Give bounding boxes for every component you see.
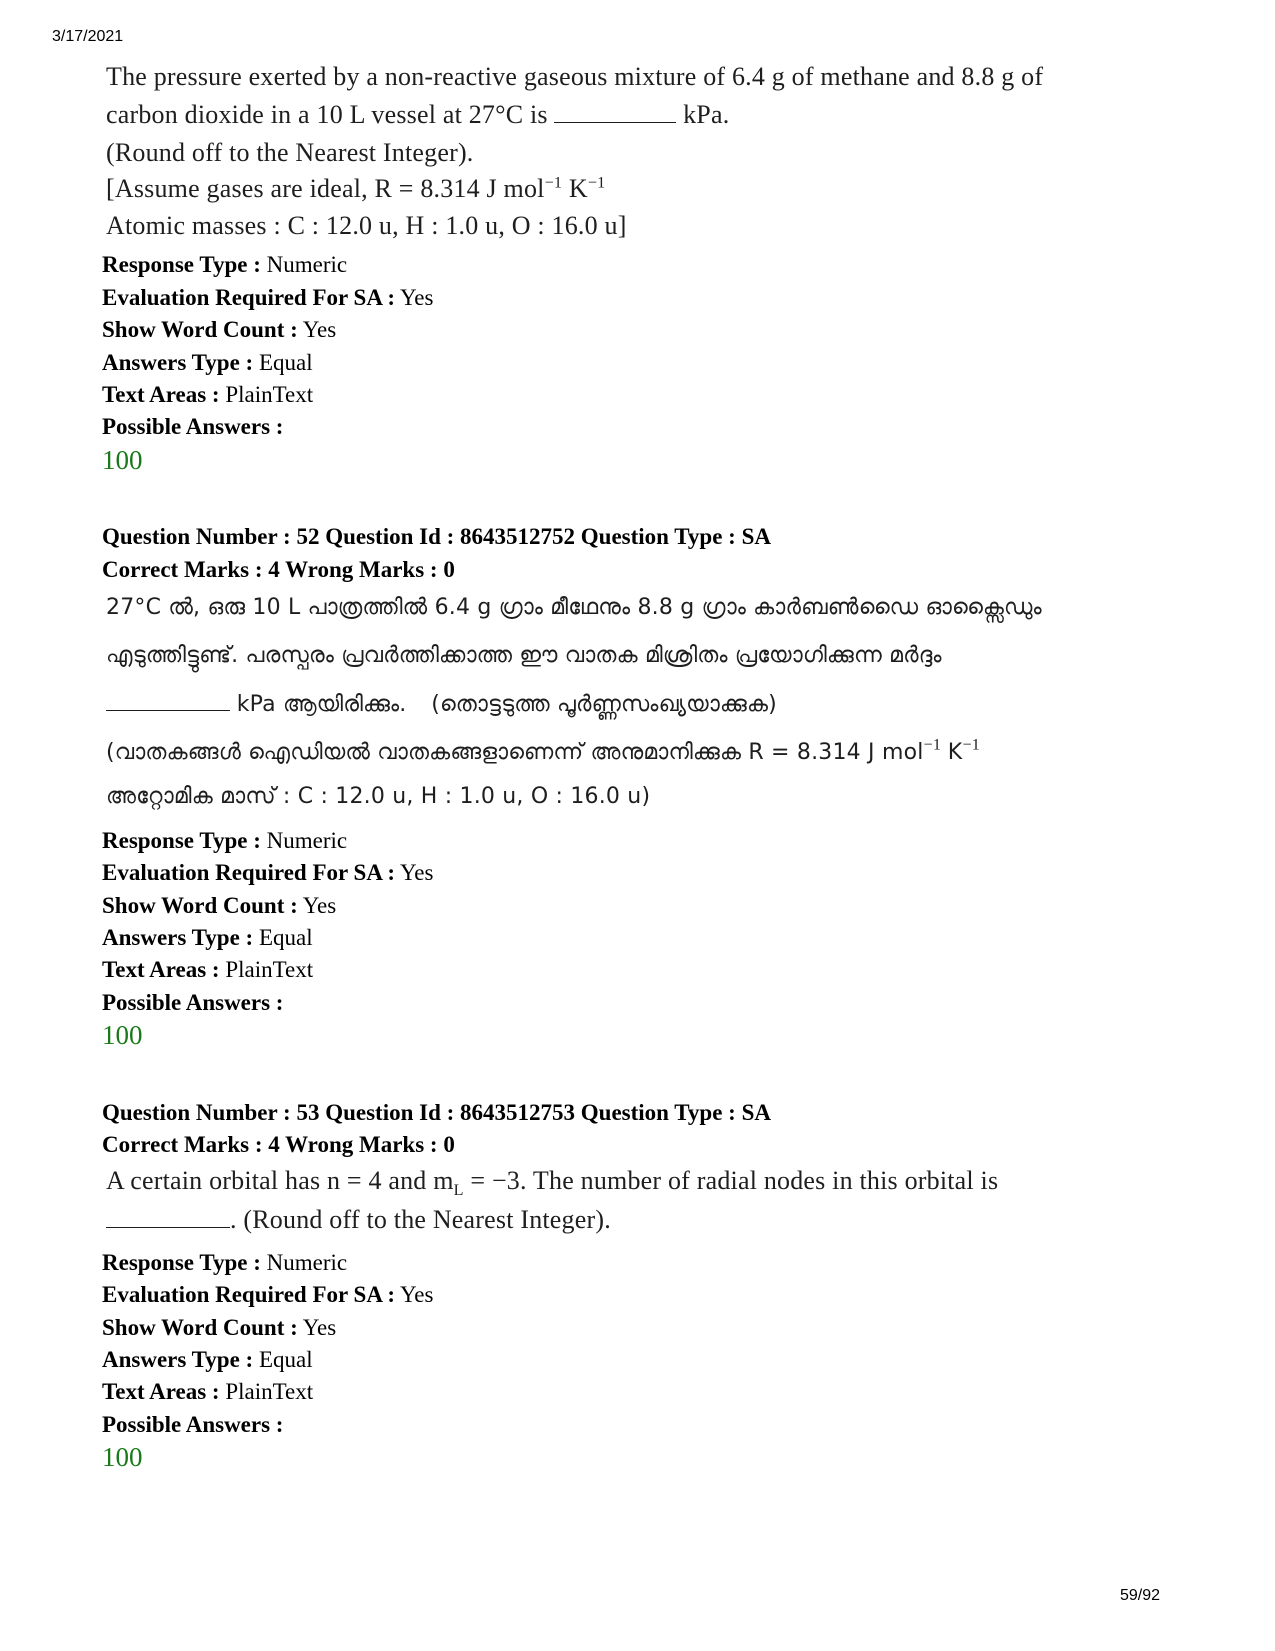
q53-answer: 100 xyxy=(102,1442,143,1472)
q51-word-count: Show Word Count : Yes xyxy=(102,317,337,342)
q51-possible-answers-label: Possible Answers : xyxy=(102,414,284,439)
q53-evaluation: Evaluation Required For SA : Yes xyxy=(102,1282,434,1307)
q52-line-3: kPa ആയിരിക്കും. (തൊട്ടടുത്ത പൂർണ്ണസംഖ്യയാക്കുക) xyxy=(106,688,777,718)
q51-answers-type: Answers Type : Equal xyxy=(102,350,313,375)
q53-response-type: Response Type : Numeric xyxy=(102,1250,348,1275)
print-date: 3/17/2021 xyxy=(52,28,124,45)
q51-line-1: The pressure exerted by a non-reactive gaseous mixture of 6.4 g of methane and 8.8 g of xyxy=(106,62,1044,91)
q53-header: Question Number : 53 Question Id : 8643512753 Question Type : SA xyxy=(102,1100,771,1125)
q53-possible-answers-label: Possible Answers : xyxy=(102,1412,284,1437)
q53-word-count: Show Word Count : Yes xyxy=(102,1315,337,1340)
q52-text-areas: Text Areas : PlainText xyxy=(102,957,314,982)
q52-answers-type: Answers Type : Equal xyxy=(102,925,313,950)
q52-line-5: അറ്റോമിക മാസ് : C : 12.0 u, H : 1.0 u, O : 16.0 u) xyxy=(106,784,651,809)
q52-response-type: Response Type : Numeric xyxy=(102,828,348,853)
q52-line-4: (വാതകങ്ങൾ ഐഡിയൽ വാതകങ്ങളാണെന്ന് അനുമാനിക്കുക R = 8.314 J mol$^{-1}$ $K^{-1}$ xyxy=(106,736,980,765)
q51-answer: 100 xyxy=(102,445,143,475)
q52-evaluation: Evaluation Required For SA : Yes xyxy=(102,860,434,885)
q53-text-areas: Text Areas : PlainText xyxy=(102,1379,314,1404)
page-number: 59/92 xyxy=(1119,1587,1160,1604)
q52-marks: Correct Marks : 4 Wrong Marks : 0 xyxy=(102,557,455,582)
q51-line-4: [Assume gases are ideal, R = 8.314 J mol$^{-1}$ $K^{-1}$ xyxy=(106,174,606,203)
answer-blank xyxy=(106,710,230,711)
q52-line-1: 27°C ൽ, ഒരു 10 L പാത്രത്തിൽ 6.4 g ഗ്രാം മീഥേനും 8.8 g ഗ്രാം കാർബൺഡൈ ഓക്സൈഡും xyxy=(106,595,1042,620)
q51-response-type: Response Type : Numeric xyxy=(102,252,348,277)
q51-evaluation: Evaluation Required For SA : Yes xyxy=(102,285,434,310)
q52-line-2: എടുത്തിട്ടുണ്ട്. പരസ്പരം പ്രവർത്തിക്കാത്ത ഈ വാതക മിശ്രിതം പ്രയോഗിക്കുന്ന മർദ്ദം xyxy=(106,643,942,668)
q52-possible-answers-label: Possible Answers : xyxy=(102,990,284,1015)
q53-marks: Correct Marks : 4 Wrong Marks : 0 xyxy=(102,1132,455,1157)
q51-text-areas: Text Areas : PlainText xyxy=(102,382,314,407)
q53-line-1: A certain orbital has n = 4 and $m_L = -3$. The number of radial nodes in this orbital is xyxy=(106,1166,999,1200)
q53-answers-type: Answers Type : Equal xyxy=(102,1347,313,1372)
answer-blank xyxy=(106,1227,230,1228)
answer-blank xyxy=(554,122,676,123)
q52-answer: 100 xyxy=(102,1020,143,1050)
q51-line-5: Atomic masses : C : 12.0 u, H : 1.0 u, O : 16.0 u] xyxy=(106,211,627,240)
q52-header: Question Number : 52 Question Id : 8643512752 Question Type : SA xyxy=(102,524,771,549)
q52-word-count: Show Word Count : Yes xyxy=(102,893,337,918)
q53-line-2: . (Round off to the Nearest Integer). xyxy=(106,1205,611,1235)
q51-line-3: (Round off to the Nearest Integer). xyxy=(106,138,474,167)
q51-line-2: carbon dioxide in a 10 L vessel at 27°C is kPa. xyxy=(106,100,730,129)
